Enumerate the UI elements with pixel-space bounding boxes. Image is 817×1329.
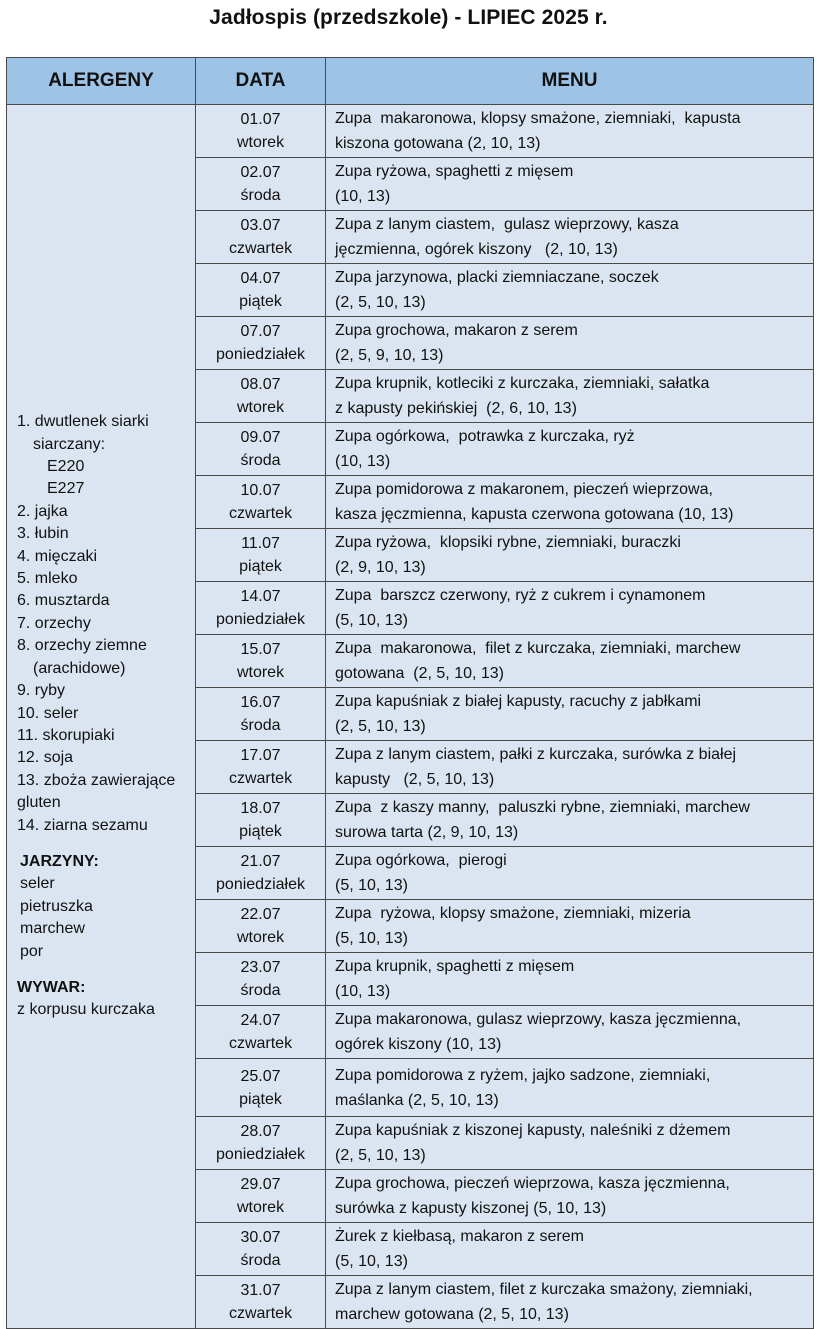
- day-name: piątek: [239, 293, 282, 310]
- allergen-item: 3. łubin: [17, 525, 69, 543]
- menu-table: [6, 57, 814, 1329]
- menu-cell: [326, 211, 814, 264]
- menu-line: Zupa kapuśniak z kiszonej kapusty, naleśniki z dżemem: [335, 1122, 731, 1139]
- day-name: czwartek: [228, 505, 293, 522]
- menu-line: Zupa krupnik, kotleciki z kurczaka, ziemniaki, sałatka: [335, 375, 710, 392]
- menu-cell: [326, 105, 814, 158]
- menu-line: Zupa ryżowa, klopsy smażone, ziemniaki, mizeria: [335, 905, 691, 922]
- menu-cell: [326, 1059, 814, 1117]
- menu-line: Zupa pomidorowa z ryżem, jajko sadzone, ziemniaki,: [335, 1066, 711, 1084]
- day-name: czwartek: [228, 1035, 293, 1052]
- menu-line: (10, 13): [335, 188, 391, 205]
- date-value: 10.07: [240, 482, 281, 499]
- date-value: 04.07: [240, 270, 281, 287]
- header-allergens: ALERGENY: [7, 58, 196, 105]
- menu-line: marchew gotowana (2, 5, 10, 13): [335, 1306, 569, 1323]
- allergen-item: E227: [47, 480, 85, 498]
- allergen-item: 9. ryby: [17, 682, 66, 700]
- menu-line: Zupa ryżowa, klopsiki rybne, ziemniaki, buraczki: [335, 534, 681, 551]
- menu-cell: [326, 688, 814, 741]
- menu-cell: [326, 1223, 814, 1276]
- spacer: [17, 837, 195, 851]
- date-value: 02.07: [240, 164, 281, 181]
- menu-line: (2, 9, 10, 13): [335, 559, 426, 576]
- header-date: DATA: [196, 58, 326, 105]
- allergen-item: 10. seler: [17, 704, 79, 722]
- menu-line: (2, 5, 9, 10, 13): [335, 347, 444, 364]
- date-value: 18.07: [240, 800, 281, 817]
- menu-line: (10, 13): [335, 983, 391, 1000]
- menu-line: jęczmienna, ogórek kiszony (2, 10, 13): [335, 241, 618, 258]
- allergen-item: 7. orzechy: [17, 614, 91, 632]
- menu-line: Zupa krupnik, spaghetti z mięsem: [335, 958, 575, 975]
- menu-line: kasza jęczmienna, kapusta czerwona gotowana (10, 13): [335, 506, 734, 523]
- day-name: czwartek: [228, 770, 293, 787]
- menu-line: Zupa grochowa, pieczeń wieprzowa, kasza jęczmienna,: [335, 1175, 730, 1192]
- menu-line: Żurek z kiełbasą, makaron z serem: [335, 1228, 584, 1245]
- date-value: 16.07: [240, 694, 281, 711]
- page-title: Jadłospis (przedszkole) - LIPIEC 2025 r.: [209, 6, 608, 29]
- menu-cell: [326, 635, 814, 688]
- menu-line: Zupa ogórkowa, pierogi: [335, 852, 507, 869]
- allergen-item: E220: [47, 458, 85, 476]
- date-cell: [196, 423, 326, 476]
- day-name: czwartek: [228, 240, 293, 257]
- date-cell: [196, 264, 326, 317]
- day-name: piątek: [239, 823, 282, 840]
- allergen-item: 1. dwutlenek siarki: [17, 413, 149, 431]
- broth-title: WYWAR:: [17, 978, 86, 996]
- menu-line: (5, 10, 13): [335, 612, 408, 629]
- date-cell: [196, 741, 326, 794]
- day-name: poniedziałek: [216, 876, 305, 893]
- date-value: 22.07: [240, 906, 281, 923]
- menu-cell: [326, 1170, 814, 1223]
- menu-line: (2, 5, 10, 13): [335, 718, 426, 735]
- menu-cell: [326, 529, 814, 582]
- menu-cell: [326, 1276, 814, 1329]
- day-name: środa: [240, 982, 281, 999]
- menu-line: Zupa makaronowa, gulasz wieprzowy, kasza jęczmienna,: [335, 1011, 742, 1028]
- vegetable-item: por: [20, 942, 44, 960]
- date-value: 25.07: [240, 1067, 281, 1085]
- allergen-item: 14. ziarna sezamu: [17, 816, 148, 834]
- date-value: 24.07: [240, 1012, 281, 1029]
- menu-line: surówka z kapusty kiszonej (5, 10, 13): [335, 1200, 607, 1217]
- menu-line: (2, 5, 10, 13): [335, 1147, 426, 1164]
- date-cell: [196, 158, 326, 211]
- date-cell: [196, 1276, 326, 1329]
- date-cell: [196, 1223, 326, 1276]
- date-cell: [196, 1006, 326, 1059]
- date-value: 15.07: [240, 641, 281, 658]
- menu-cell: [326, 476, 814, 529]
- allergen-item: 5. mleko: [17, 570, 78, 588]
- menu-cell: [326, 370, 814, 423]
- menu-line: Zupa z kaszy manny, paluszki rybne, ziemniaki, marchew: [335, 799, 750, 816]
- date-value: 01.07: [240, 111, 281, 128]
- menu-line: gotowana (2, 5, 10, 13): [335, 665, 504, 682]
- menu-cell: [326, 264, 814, 317]
- day-name: poniedziałek: [216, 611, 305, 628]
- day-name: wtorek: [236, 399, 285, 416]
- menu-line: kapusty (2, 5, 10, 13): [335, 771, 495, 788]
- date-cell: [196, 529, 326, 582]
- date-value: 07.07: [240, 323, 281, 340]
- allergen-item: 2. jajka: [17, 502, 68, 520]
- day-name: środa: [240, 717, 281, 734]
- day-name: środa: [240, 1252, 281, 1269]
- menu-line: Zupa kapuśniak z białej kapusty, racuchy z jabłkami: [335, 693, 702, 710]
- header-menu: MENU: [326, 58, 814, 105]
- menu-cell: [326, 1006, 814, 1059]
- menu-line: (5, 10, 13): [335, 1253, 408, 1270]
- date-value: 21.07: [240, 853, 281, 870]
- vegetable-item: marchew: [20, 920, 85, 938]
- menu-cell: [326, 317, 814, 370]
- day-name: poniedziałek: [216, 1146, 305, 1163]
- date-cell: [196, 1170, 326, 1223]
- menu-cell: [326, 423, 814, 476]
- date-value: 14.07: [240, 588, 281, 605]
- day-name: środa: [240, 187, 281, 204]
- allergen-item: 6. musztarda: [17, 592, 110, 610]
- menu-body: [7, 105, 814, 1329]
- date-value: 03.07: [240, 217, 281, 234]
- menu-line: Zupa z lanym ciastem, gulasz wieprzowy, kasza: [335, 216, 679, 233]
- menu-cell: [326, 582, 814, 635]
- date-cell: [196, 688, 326, 741]
- menu-line: Zupa pomidorowa z makaronem, pieczeń wieprzowa,: [335, 481, 713, 498]
- day-name: piątek: [239, 558, 282, 575]
- date-cell: [196, 635, 326, 688]
- date-value: 31.07: [240, 1282, 281, 1299]
- date-cell: [196, 794, 326, 847]
- allergen-item: 8. orzechy ziemne: [17, 637, 147, 655]
- date-value: 30.07: [240, 1229, 281, 1246]
- vegetable-item: seler: [20, 875, 55, 893]
- spacer: [17, 963, 195, 977]
- menu-line: (5, 10, 13): [335, 877, 408, 894]
- date-cell: [196, 1059, 326, 1117]
- date-cell: [196, 847, 326, 900]
- menu-line: Zupa ogórkowa, potrawka z kurczaka, ryż: [335, 428, 635, 445]
- date-cell: [196, 900, 326, 953]
- menu-line: maślanka (2, 5, 10, 13): [335, 1091, 499, 1109]
- date-value: 28.07: [240, 1123, 281, 1140]
- menu-cell: [326, 741, 814, 794]
- menu-line: Zupa makaronowa, klopsy smażone, ziemniaki, kapusta: [335, 110, 741, 127]
- day-name: środa: [240, 452, 281, 469]
- allergen-item: siarczany:: [33, 435, 106, 453]
- table-header-row: [7, 58, 814, 105]
- vegetable-item: pietruszka: [20, 897, 93, 915]
- menu-line: kiszona gotowana (2, 10, 13): [335, 135, 541, 152]
- date-cell: [196, 1117, 326, 1170]
- date-cell: [196, 953, 326, 1006]
- menu-cell: [326, 900, 814, 953]
- date-cell: [196, 317, 326, 370]
- menu-line: (10, 13): [335, 453, 391, 470]
- menu-cell: [326, 794, 814, 847]
- day-name: wtorek: [236, 929, 285, 946]
- menu-line: z kapusty pekińskiej (2, 6, 10, 13): [335, 400, 577, 417]
- date-cell: [196, 370, 326, 423]
- allergen-item: 11. skorupiaki: [17, 726, 115, 744]
- date-cell: [196, 211, 326, 264]
- date-value: 09.07: [240, 429, 281, 446]
- day-name: wtorek: [236, 664, 285, 681]
- menu-line: Zupa z lanym ciastem, pałki z kurczaka, surówka z białej: [335, 746, 737, 763]
- broth-value: z korpusu kurczaka: [17, 1001, 155, 1019]
- menu-line: Zupa grochowa, makaron z serem: [335, 322, 578, 339]
- date-cell: [196, 476, 326, 529]
- date-value: 17.07: [240, 747, 281, 764]
- vegetables-title: JARZYNY:: [20, 852, 99, 870]
- allergens-cell: [7, 105, 196, 1329]
- menu-line: (2, 5, 10, 13): [335, 294, 426, 311]
- date-cell: [196, 582, 326, 635]
- allergen-item: 4. mięczaki: [17, 547, 98, 565]
- menu-line: (5, 10, 13): [335, 930, 408, 947]
- menu-line: ogórek kiszony (10, 13): [335, 1036, 502, 1053]
- menu-line: surowa tarta (2, 9, 10, 13): [335, 824, 519, 841]
- menu-cell: [326, 847, 814, 900]
- menu-cell: [326, 158, 814, 211]
- allergen-item: 12. soja: [17, 749, 74, 767]
- table-row: [7, 105, 814, 158]
- date-value: 08.07: [240, 376, 281, 393]
- allergen-item: gluten: [17, 794, 61, 812]
- menu-line: Zupa z lanym ciastem, filet z kurczaka smażony, ziemniaki,: [335, 1281, 753, 1298]
- date-value: 23.07: [240, 959, 281, 976]
- day-name: poniedziałek: [216, 346, 305, 363]
- menu-line: Zupa ryżowa, spaghetti z mięsem: [335, 163, 574, 180]
- day-name: czwartek: [228, 1305, 293, 1322]
- menu-line: Zupa barszcz czerwony, ryż z cukrem i cynamonem: [335, 587, 706, 604]
- menu-cell: [326, 953, 814, 1006]
- menu-line: Zupa makaronowa, filet z kurczaka, ziemniaki, marchew: [335, 640, 741, 657]
- date-value: 29.07: [240, 1176, 281, 1193]
- day-name: wtorek: [236, 1199, 285, 1216]
- menu-cell: [326, 1117, 814, 1170]
- day-name: wtorek: [236, 134, 285, 151]
- menu-line: Zupa jarzynowa, placki ziemniaczane, soczek: [335, 269, 659, 286]
- allergen-item: 13. zboża zawierające: [17, 771, 176, 789]
- day-name: piątek: [239, 1090, 282, 1108]
- date-cell: [196, 105, 326, 158]
- date-value: 11.07: [241, 535, 280, 552]
- allergen-item: (arachidowe): [33, 659, 126, 677]
